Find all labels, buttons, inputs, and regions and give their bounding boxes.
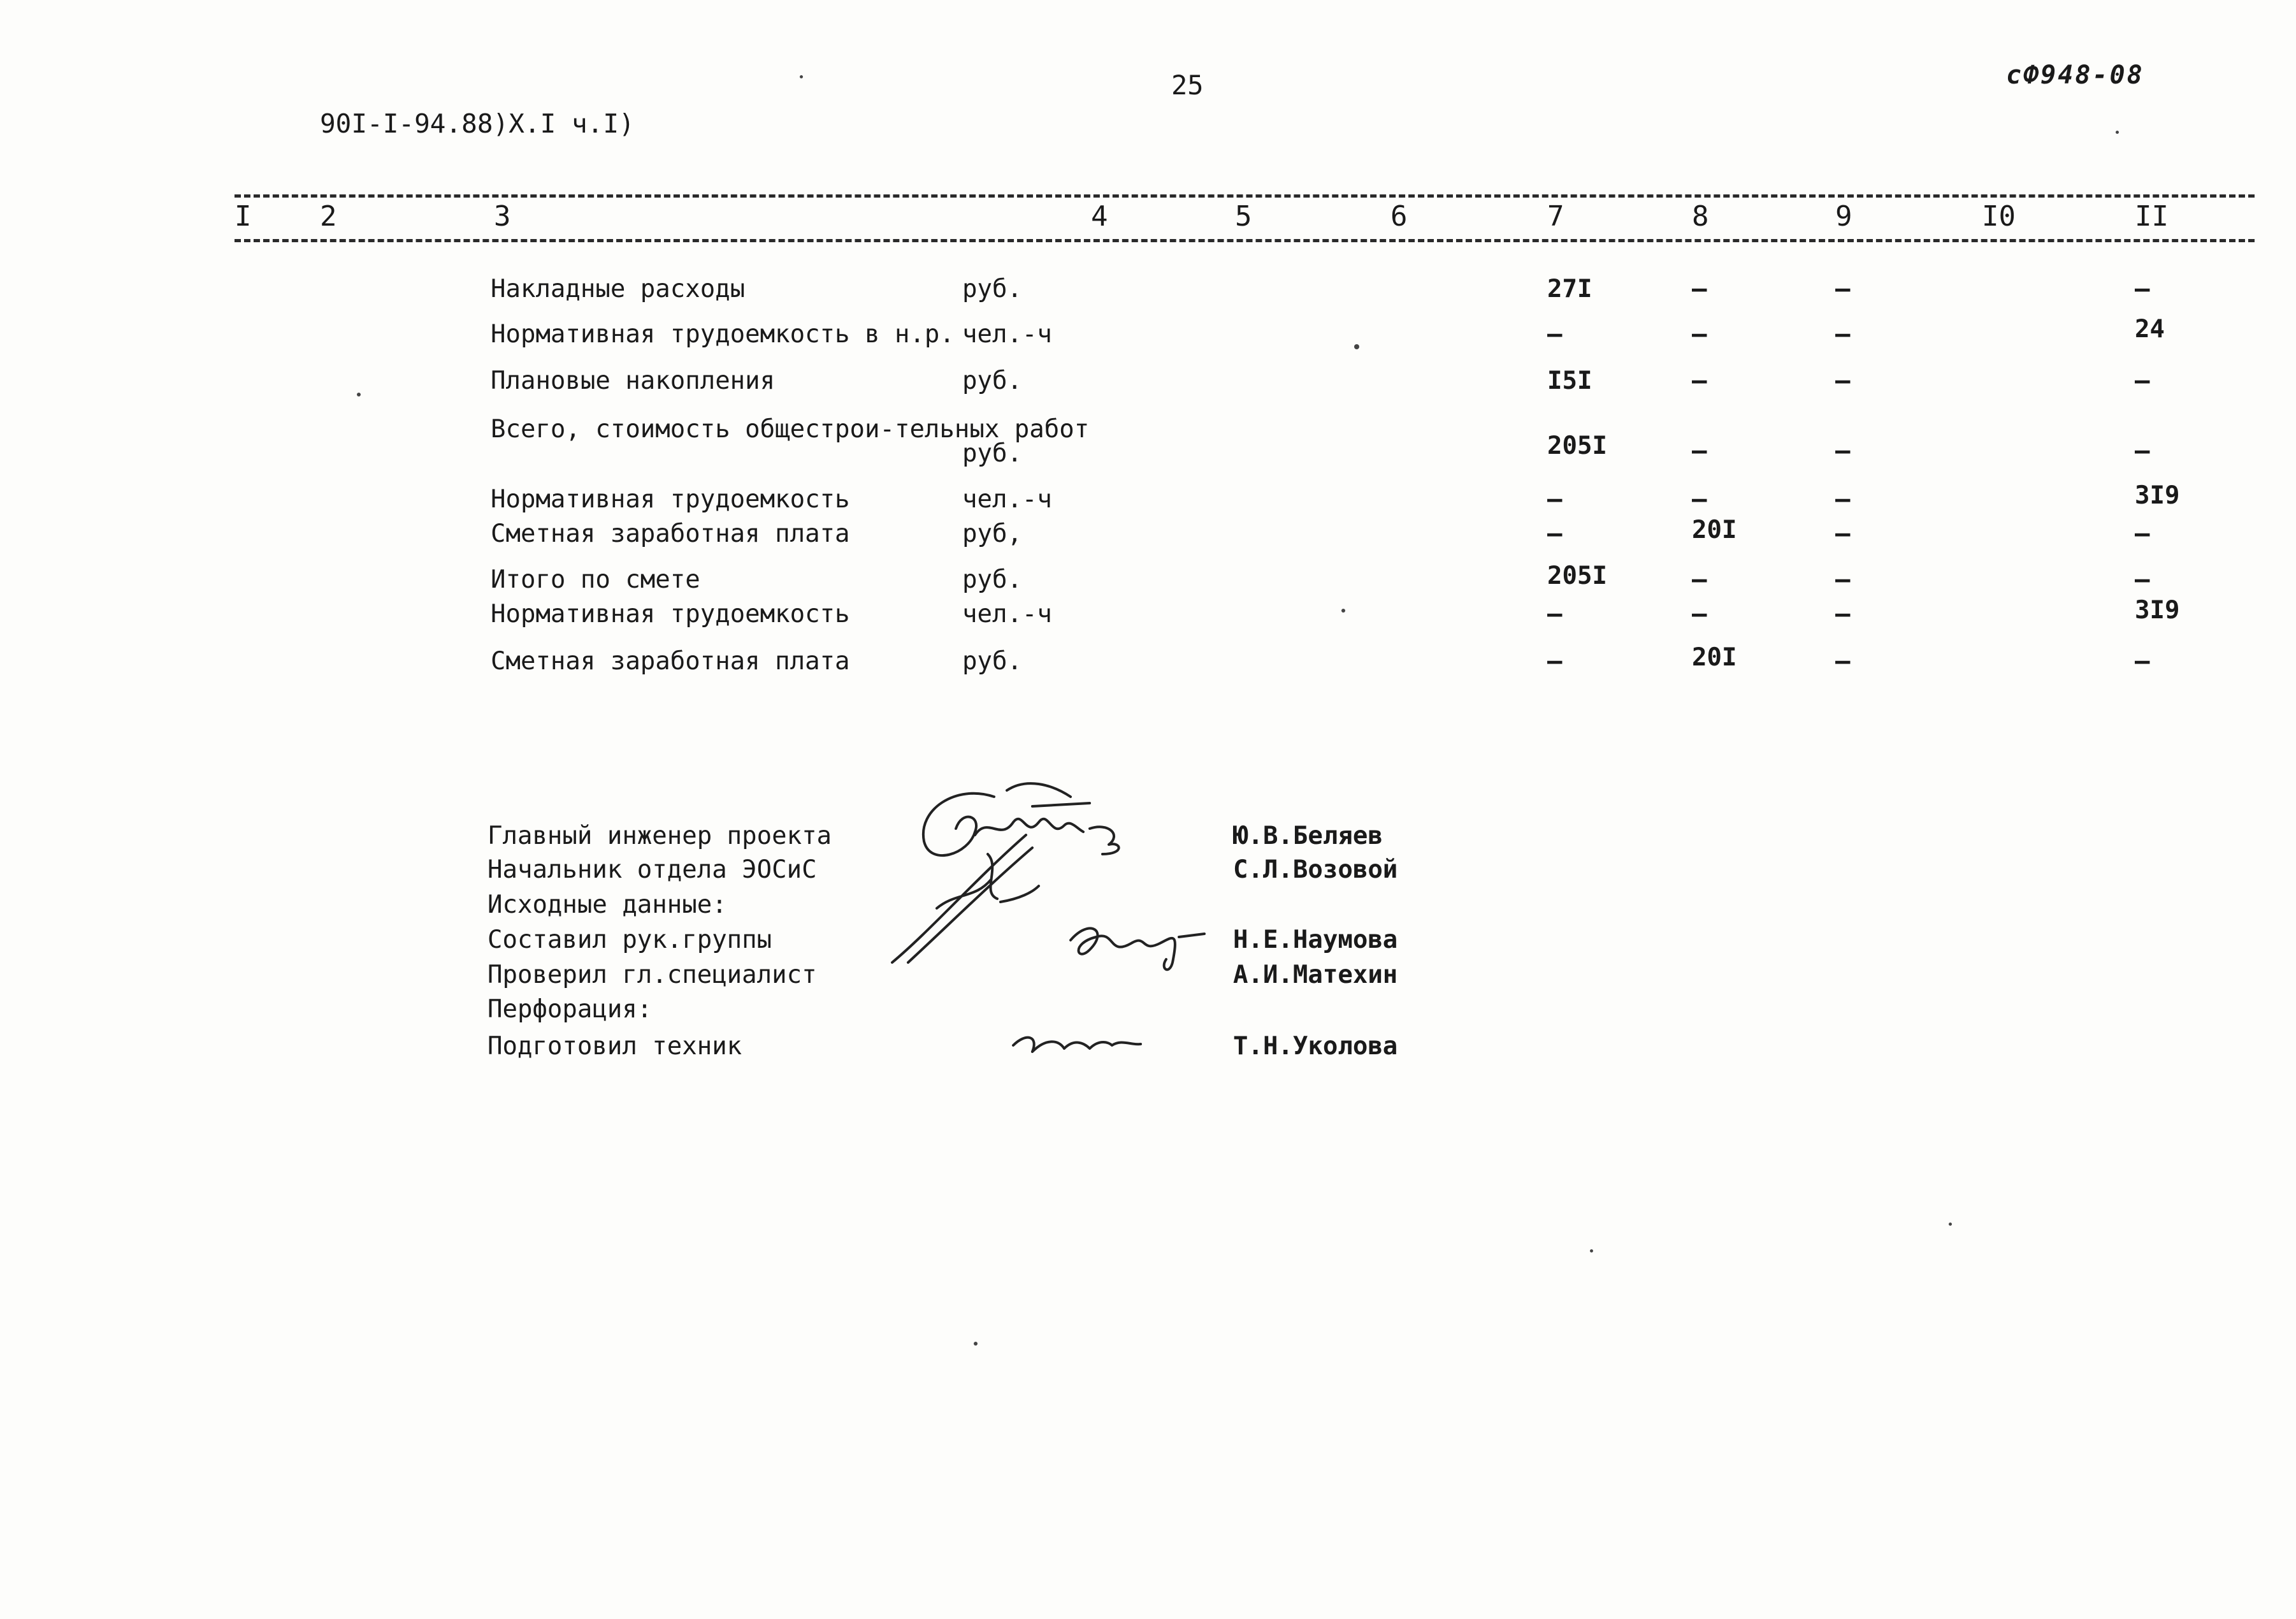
scan-speck: [1590, 1249, 1593, 1252]
col7-value: –: [1547, 519, 1563, 548]
table-row: [0, 516, 2296, 552]
col9-value: –: [1835, 320, 1851, 349]
signoff-role: Перфорация:: [487, 995, 653, 1024]
scan-speck: [1949, 1223, 1952, 1226]
table-header-rule: [235, 239, 2255, 242]
signoff-name: А.И.Матехин: [1233, 961, 1398, 989]
col11-value: –: [2135, 565, 2150, 594]
col9-value: –: [1835, 647, 1851, 676]
table-row: [0, 481, 2296, 518]
col7-value: 205I: [1547, 562, 1607, 590]
col11-value: 24: [2135, 315, 2165, 344]
signature-department-head: [892, 835, 1039, 962]
signoff-role: Подготовил техник: [487, 1032, 742, 1061]
signoff-role: Исходные данные:: [487, 890, 727, 919]
col9-value: –: [1835, 367, 1851, 395]
table-top-rule: [235, 194, 2255, 198]
scan-speck: [800, 75, 803, 78]
col8-value: 20I: [1692, 516, 1737, 544]
col7-value: –: [1547, 320, 1563, 349]
row-description: Нормативная трудоемкость: [491, 600, 850, 628]
handwritten-signatures: [879, 771, 1236, 1077]
table-row: [0, 596, 2296, 632]
col11-value: –: [2135, 519, 2150, 548]
col9-value: –: [1835, 437, 1851, 465]
col7-value: I5I: [1547, 367, 1592, 395]
table-row: [0, 562, 2296, 598]
col8-value: –: [1692, 320, 1707, 349]
col11-value: –: [2135, 437, 2150, 465]
signoff-role: Проверил гл.специалист: [487, 961, 817, 989]
col7-value: –: [1547, 647, 1563, 676]
row-description: Всего, стоимость общестрои-тельных работ: [491, 415, 1090, 444]
col11-value: –: [2135, 367, 2150, 395]
signature-group-lead: [1071, 928, 1204, 969]
column-number: I0: [1982, 200, 2016, 233]
column-number: 9: [1835, 200, 1852, 233]
row-unit: чел.-ч: [962, 485, 1052, 514]
col8-value: 20I: [1692, 643, 1737, 672]
col11-value: –: [2135, 275, 2150, 303]
col7-value: 27I: [1547, 275, 1592, 303]
column-number: 7: [1547, 200, 1564, 233]
column-number: I: [235, 200, 252, 233]
col9-value: –: [1835, 519, 1851, 548]
signoff-name: Т.Н.Уколова: [1233, 1032, 1398, 1061]
signature-chief-engineer: [923, 783, 1119, 855]
row-unit: руб.: [962, 565, 1022, 594]
row-description: Итого по смете: [491, 565, 700, 594]
column-number: 6: [1390, 200, 1408, 233]
column-number: II: [2135, 200, 2169, 233]
col7-value: 205I: [1547, 432, 1607, 460]
col8-value: –: [1692, 275, 1707, 303]
col8-value: –: [1692, 437, 1707, 465]
row-unit: руб.: [962, 647, 1022, 676]
archive-mark: сФ948-08: [2006, 61, 2144, 90]
row-unit: чел.-ч: [962, 600, 1052, 628]
col11-value: 3I9: [2135, 596, 2180, 625]
col7-value: –: [1547, 600, 1563, 628]
row-description: Плановые накопления: [491, 367, 776, 395]
row-unit: чел.-ч: [962, 320, 1052, 349]
document-code: 90I-I-94.88)X.I ч.I): [320, 108, 635, 139]
col7-value: –: [1547, 485, 1563, 514]
row-unit: руб.: [962, 439, 1022, 468]
signoff-name: Ю.В.Беляев: [1233, 822, 1383, 850]
column-number: 5: [1235, 200, 1252, 233]
signoff-role: Главный инженер проекта: [487, 822, 832, 850]
row-unit: руб.: [962, 275, 1022, 303]
column-number: 4: [1091, 200, 1108, 233]
signoff-name: Н.Е.Наумова: [1233, 926, 1398, 954]
col11-value: –: [2135, 647, 2150, 676]
col9-value: –: [1835, 600, 1851, 628]
col8-value: –: [1692, 485, 1707, 514]
row-unit: руб.: [962, 367, 1022, 395]
scan-speck: [2116, 131, 2119, 134]
col8-value: –: [1692, 600, 1707, 628]
signature-technician: [1013, 1038, 1141, 1052]
page-number: 25: [1171, 69, 1204, 101]
table-row: [0, 416, 2296, 473]
row-unit: руб,: [962, 519, 1022, 548]
col11-value: 3I9: [2135, 481, 2180, 510]
table-row: [0, 643, 2296, 679]
scan-speck: [1341, 609, 1345, 613]
signoff-role: Составил рук.группы: [487, 926, 772, 954]
scan-speck: [357, 393, 361, 396]
row-description: Накладные расходы: [491, 275, 746, 303]
column-number: 2: [320, 200, 337, 233]
col9-value: –: [1835, 275, 1851, 303]
col9-value: –: [1835, 565, 1851, 594]
row-description: Нормативная трудоемкость: [491, 485, 850, 514]
table-row: [0, 367, 2296, 399]
table-row: [0, 315, 2296, 352]
scan-speck: [1354, 344, 1359, 349]
column-number: 3: [494, 200, 511, 233]
row-description: Нормативная трудоемкость в н.р.: [491, 320, 955, 349]
col8-value: –: [1692, 367, 1707, 395]
table-row: [0, 275, 2296, 307]
signoff-name: С.Л.Возовой: [1233, 855, 1398, 884]
scan-speck: [974, 1342, 978, 1346]
row-description: Сметная заработная плата: [491, 647, 850, 676]
signoff-role: Начальник отдела ЭОСиС: [487, 855, 817, 884]
col8-value: –: [1692, 565, 1707, 594]
row-description: Сметная заработная плата: [491, 519, 850, 548]
column-number: 8: [1692, 200, 1709, 233]
col9-value: –: [1835, 485, 1851, 514]
